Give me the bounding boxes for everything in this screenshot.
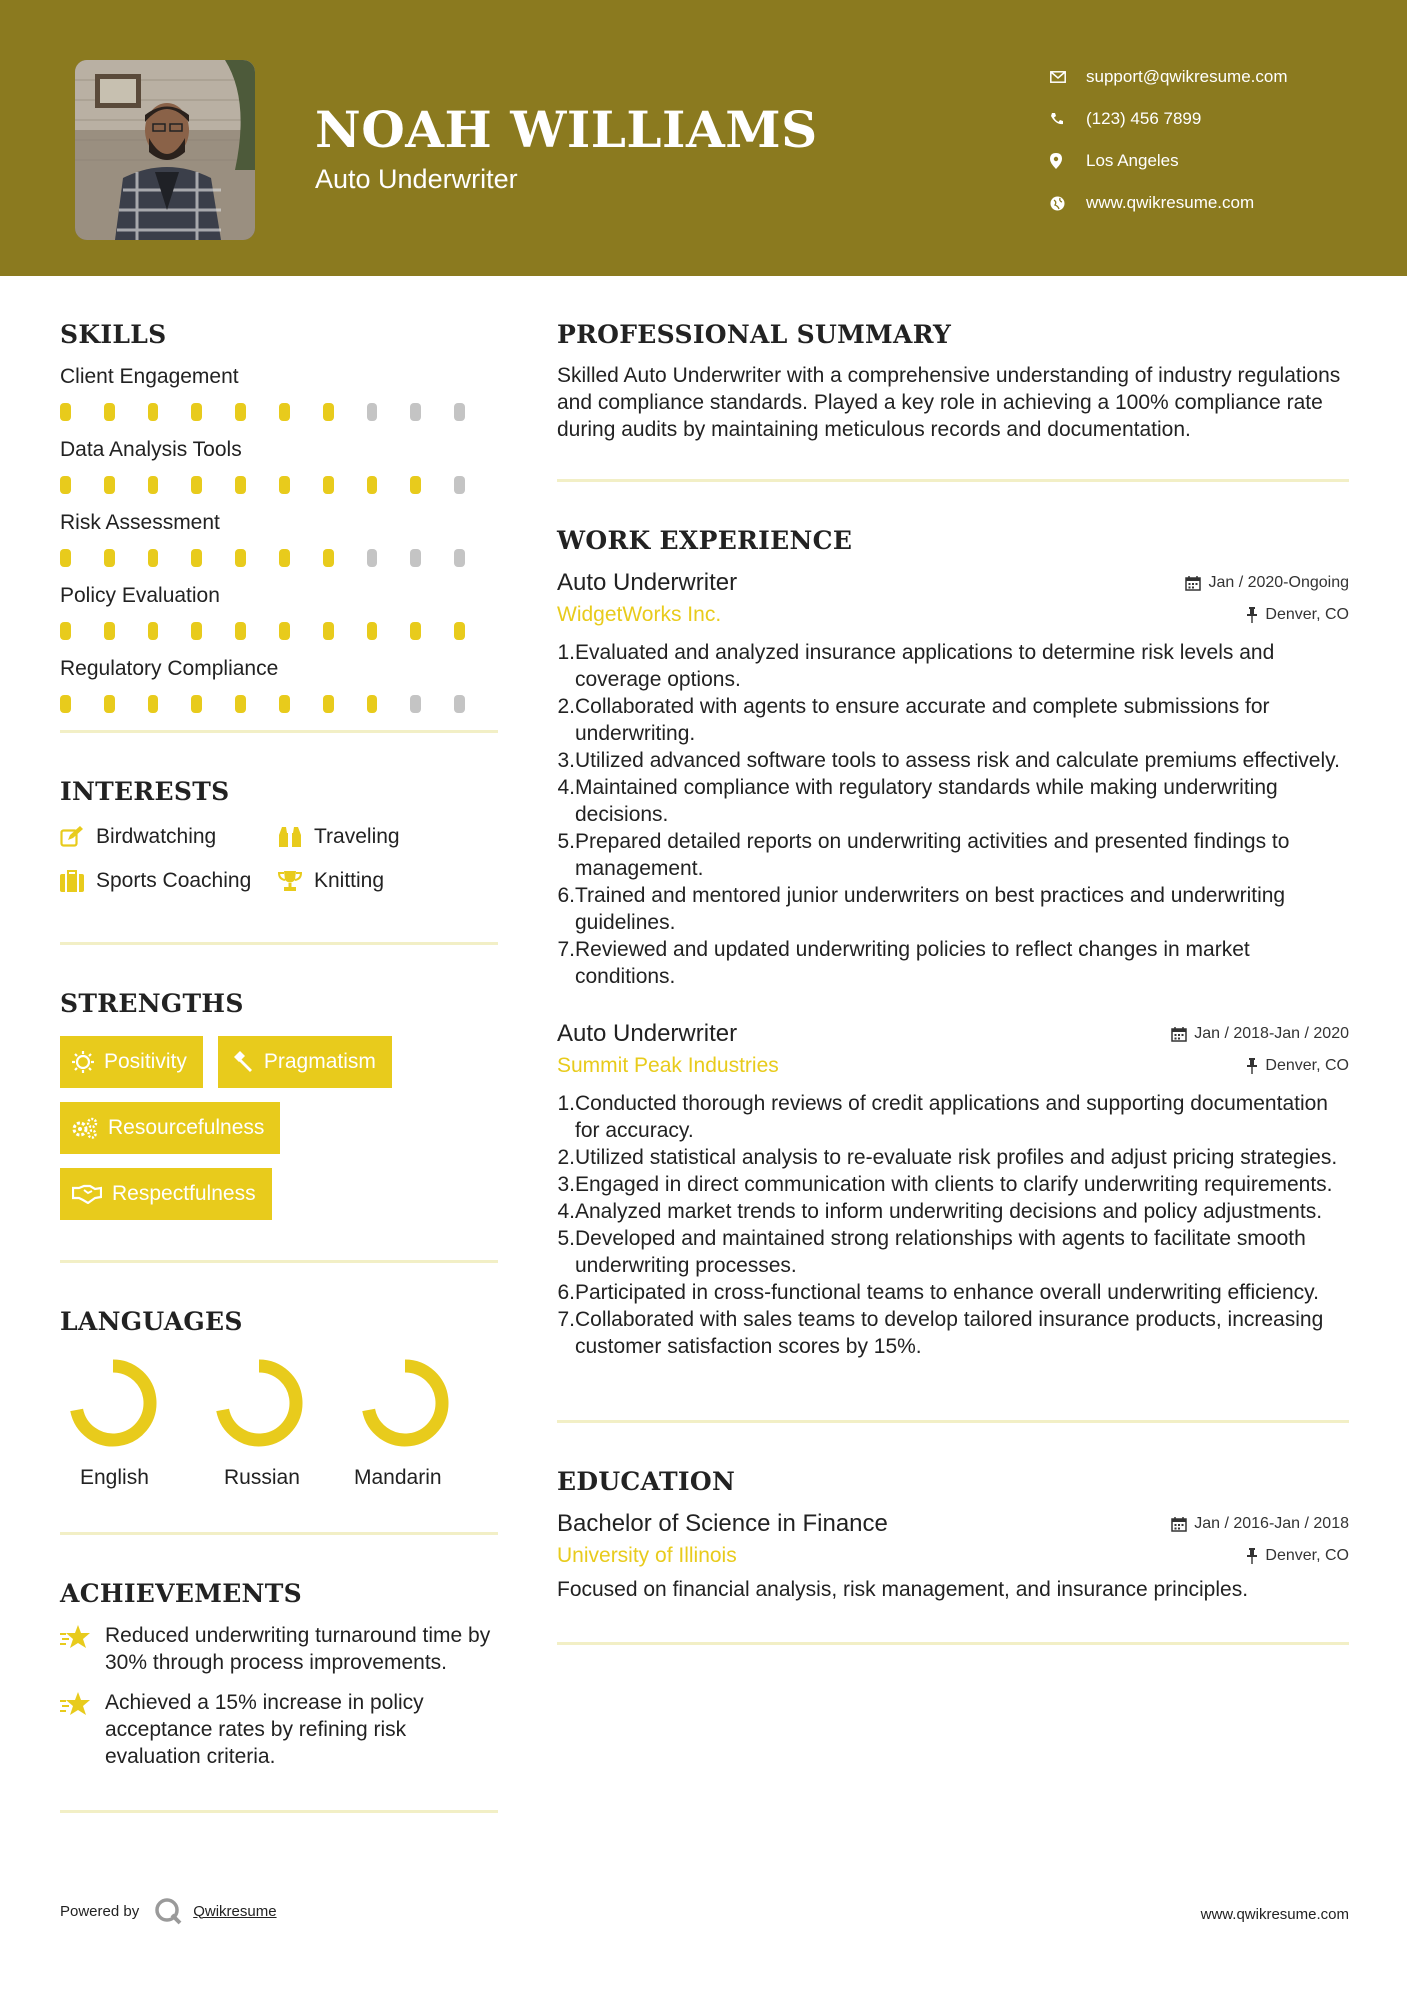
skill-name: Client Engagement (60, 365, 239, 388)
rating-dot-filled (148, 476, 159, 494)
rating-dot-filled (323, 695, 334, 713)
contact-email-text: support@qwikresume.com (1086, 67, 1288, 86)
language-level-arc (77, 1366, 150, 1440)
school-name: University of Illinois (557, 1544, 737, 1567)
rating-dot-empty (410, 549, 421, 567)
list-item: 3. Engaged in direct communication with clients to clarify underwriting requirements. (557, 1173, 1333, 1196)
rating-dot-filled (410, 622, 421, 640)
skill-item (60, 438, 498, 511)
strength-tag (60, 1168, 272, 1220)
rating-dot-filled (279, 549, 290, 567)
interest-item (278, 824, 498, 850)
list-item: 4. Maintained compliance with regulatory standards while making underwriting decisions. (557, 774, 1349, 828)
language-level-arc (369, 1366, 442, 1440)
skill-item (60, 365, 498, 438)
interest-item (278, 868, 498, 894)
company-name: Summit Peak Industries (557, 1054, 779, 1077)
rating-dot-filled (235, 476, 246, 494)
rating-dot-filled (367, 695, 378, 713)
job-header (557, 569, 1349, 597)
language-level-ring (214, 1358, 304, 1448)
job-responsibilities (557, 1090, 1349, 1360)
skill-rating (60, 695, 498, 717)
skill-item (60, 511, 498, 584)
list-item-text: Analyzed market trends to inform underwriting decisions and policy adjustments. (575, 1200, 1323, 1223)
education-location (1246, 1547, 1349, 1565)
strength-label: Positivity (104, 1050, 187, 1073)
job-dates-text: Jan / 2020-Ongoing (1208, 574, 1349, 591)
list-item-text: Conducted thorough reviews of credit applications and supporting documentation for accuracy. (575, 1092, 1328, 1142)
experience-title: WORK EXPERIENCE (557, 526, 853, 555)
rating-dot-filled (60, 622, 71, 640)
rating-dot-empty (367, 549, 378, 567)
section-divider (60, 1260, 498, 1263)
rating-dot-filled (104, 549, 115, 567)
skill-rating (60, 403, 498, 425)
list-item: 1. Conducted thorough reviews of credit applications and supporting documentation for accuracy. (557, 1090, 1349, 1144)
skill-rating (60, 622, 498, 644)
skills-title: SKILLS (60, 320, 167, 349)
rating-dot-empty (454, 476, 465, 494)
skill-item (60, 657, 498, 730)
section-divider (60, 730, 498, 733)
rating-dot-filled (323, 403, 334, 421)
star-icon (60, 1622, 105, 1676)
skill-item (60, 584, 498, 657)
rating-dot-filled (191, 403, 202, 421)
rating-dot-filled (323, 622, 334, 640)
language-label: English (80, 1466, 149, 1489)
education-description: Focused on financial analysis, risk management, and insurance principles. (557, 1578, 1249, 1601)
rating-dot-filled (235, 549, 246, 567)
rating-dot-filled (104, 622, 115, 640)
job-entry (557, 1020, 1349, 1360)
job-location-text: Denver, CO (1265, 1057, 1349, 1074)
briefcase-icon (60, 870, 96, 892)
language-label: Mandarin (354, 1466, 442, 1489)
job-header (557, 1020, 1349, 1048)
rating-dot-filled (279, 695, 290, 713)
skill-name: Policy Evaluation (60, 584, 220, 607)
list-item: 4. Analyzed market trends to inform underwriting decisions and policy adjustments. (557, 1200, 1323, 1223)
education-dates-text: Jan / 2016-Jan / 2018 (1194, 1515, 1349, 1532)
education-title: EDUCATION (557, 1467, 736, 1496)
rating-dot-filled (104, 695, 115, 713)
list-item-text: Collaborated with agents to ensure accurate and complete submissions for underwriting. (575, 695, 1270, 745)
rating-dot-filled (191, 695, 202, 713)
achievement-text: Achieved a 15% increase in policy acceptance rates by refining risk evaluation criteria. (105, 1691, 424, 1768)
education-subheader (557, 1544, 1349, 1568)
strengths-title: STRENGTHS (60, 989, 244, 1018)
section-divider (60, 942, 498, 945)
rating-dot-filled (367, 622, 378, 640)
strength-tag (218, 1036, 392, 1088)
contact-phone[interactable] (1050, 98, 1288, 140)
interest-label: Sports Coaching (96, 869, 252, 892)
section-divider (557, 1642, 1349, 1645)
rating-dot-filled (367, 476, 378, 494)
education-entry (557, 1510, 1349, 1602)
job-location (1246, 606, 1349, 624)
job-location (1246, 1057, 1349, 1075)
achievement-item (60, 1622, 498, 1676)
rating-dot-filled (279, 476, 290, 494)
job-title: Auto Underwriter (557, 1020, 738, 1047)
section-divider (557, 479, 1349, 482)
calendar-icon (1171, 1026, 1187, 1042)
achievement-item (60, 1689, 498, 1770)
phone-icon (1050, 112, 1086, 126)
list-item-text: Utilized statistical analysis to re-evaluate risk profiles and adjust pricing strategies. (575, 1146, 1338, 1169)
strength-label: Resourcefulness (108, 1116, 265, 1139)
job-location-text: Denver, CO (1265, 606, 1349, 623)
qwikresume-logo-icon (153, 1896, 183, 1926)
contact-location (1050, 140, 1288, 182)
strength-tag (60, 1036, 203, 1088)
resume-header (0, 0, 1407, 276)
contact-website-text: www.qwikresume.com (1086, 193, 1255, 212)
rating-dot-filled (191, 549, 202, 567)
degree-name: Bachelor of Science in Finance (557, 1510, 888, 1537)
strengths-list (60, 1036, 500, 1220)
rating-dot-empty (454, 403, 465, 421)
rating-dot-filled (279, 403, 290, 421)
rating-dot-filled (104, 403, 115, 421)
job-subheader (557, 1054, 1349, 1078)
right-column (557, 320, 1349, 1645)
strength-label: Respectfulness (112, 1182, 256, 1205)
languages-list (60, 1358, 498, 1490)
gavel-icon (230, 1051, 254, 1073)
list-item: 5. Prepared detailed reports on underwriting activities and presented findings to management. (557, 828, 1349, 882)
footer-credit (60, 1896, 277, 1926)
rating-dot-filled (410, 476, 421, 494)
sun-icon (72, 1051, 94, 1073)
binoculars-icon (278, 825, 314, 849)
contact-location-text: Los Angeles (1086, 151, 1179, 170)
rating-dot-empty (454, 695, 465, 713)
location-pin-icon (1050, 153, 1086, 169)
education-dates (1171, 1515, 1349, 1533)
skill-name: Risk Assessment (60, 511, 220, 534)
job-dates (1171, 1025, 1349, 1043)
pushpin-icon (1246, 1058, 1258, 1074)
rating-dot-filled (191, 476, 202, 494)
candidate-title: Auto Underwriter (315, 164, 518, 194)
contact-email[interactable] (1050, 56, 1288, 98)
interest-item (60, 824, 278, 850)
rating-dot-filled (454, 622, 465, 640)
skill-name: Regulatory Compliance (60, 657, 279, 680)
language-item (352, 1358, 498, 1490)
list-item: 5. Developed and maintained strong relationships with agents to facilitate smooth underwriting processes. (557, 1225, 1349, 1279)
interests-title: INTERESTS (60, 777, 230, 806)
section-divider (60, 1532, 498, 1535)
gears-icon (72, 1117, 98, 1139)
list-item: 2. Utilized statistical analysis to re-evaluate risk profiles and adjust pricing strategies. (557, 1146, 1338, 1169)
contact-website[interactable] (1050, 182, 1288, 224)
job-title: Auto Underwriter (557, 569, 738, 596)
rating-dot-filled (60, 403, 71, 421)
language-level-ring (68, 1358, 158, 1448)
achievements-title: ACHIEVEMENTS (60, 1579, 302, 1608)
rating-dot-filled (60, 549, 71, 567)
list-item-text: Engaged in direct communication with clients to clarify underwriting requirements. (575, 1173, 1333, 1196)
job-subheader (557, 603, 1349, 627)
list-item-text: Collaborated with sales teams to develop tailored insurance products, increasing customer satisfaction scores by 15%. (575, 1308, 1324, 1358)
rating-dot-filled (104, 476, 115, 494)
skill-rating (60, 549, 498, 571)
rating-dot-filled (148, 403, 159, 421)
globe-icon (1050, 196, 1086, 211)
summary-text: Skilled Auto Underwriter with a comprehensive understanding of industry regulations and compliance standards. Played a key role in achieving a 100% compliance rate during audits by maintaining meticulous records and documentation. (557, 364, 1341, 441)
list-item-text: Evaluated and analyzed insurance applications to determine risk levels and coverage options. (575, 641, 1275, 691)
list-item: 6. Participated in cross-functional teams to enhance overall underwriting efficiency. (557, 1281, 1319, 1304)
job-responsibilities (557, 639, 1349, 990)
rating-dot-filled (148, 549, 159, 567)
pushpin-icon (1246, 607, 1258, 623)
list-item-text: Utilized advanced software tools to assess risk and calculate premiums effectively. (575, 749, 1340, 772)
list-item-text: Trained and mentored junior underwriters on best practices and underwriting guidelines. (575, 884, 1286, 934)
pushpin-icon (1246, 1548, 1258, 1564)
list-item: 2. Collaborated with agents to ensure accurate and complete submissions for underwriting. (557, 693, 1349, 747)
language-level-arc (223, 1366, 296, 1440)
list-item: 7. Reviewed and updated underwriting policies to reflect changes in market conditions. (557, 936, 1349, 990)
list-item: 7. Collaborated with sales teams to develop tailored insurance products, increasing customer satisfaction scores by 15%. (557, 1306, 1349, 1360)
list-item: 3. Utilized advanced software tools to assess risk and calculate premiums effectively. (557, 749, 1340, 772)
section-divider (60, 1810, 498, 1813)
strength-label: Pragmatism (263, 1050, 376, 1073)
job-entry (557, 569, 1349, 990)
rating-dot-filled (323, 476, 334, 494)
left-column (60, 320, 498, 1813)
edit-icon (60, 826, 96, 848)
rating-dot-empty (367, 403, 378, 421)
job-dates (1185, 574, 1349, 592)
language-label: Russian (224, 1466, 300, 1489)
company-name: WidgetWorks Inc. (557, 603, 722, 626)
education-header (557, 1510, 1349, 1538)
interests-list (60, 824, 498, 894)
section-divider (557, 1420, 1349, 1423)
profile-photo (75, 60, 255, 240)
achievement-text: Reduced underwriting turnaround time by 30% through process improvements. (105, 1624, 491, 1674)
skill-rating (60, 476, 498, 498)
skills-list (60, 365, 498, 730)
rating-dot-empty (454, 549, 465, 567)
list-item-text: Maintained compliance with regulatory standards while making underwriting decisions. (575, 776, 1278, 826)
rating-dot-filled (148, 695, 159, 713)
envelope-icon (1050, 71, 1086, 83)
rating-dot-empty (410, 695, 421, 713)
language-level-ring (360, 1358, 450, 1448)
education-location-text: Denver, CO (1265, 1547, 1349, 1564)
job-dates-text: Jan / 2018-Jan / 2020 (1194, 1025, 1349, 1042)
list-item-text: Reviewed and updated underwriting policies to reflect changes in market conditions. (575, 938, 1250, 988)
skill-name: Data Analysis Tools (60, 438, 242, 461)
list-item-text: Prepared detailed reports on underwriting activities and presented findings to management. (575, 830, 1290, 880)
rating-dot-filled (191, 622, 202, 640)
list-item: 1. Evaluated and analyzed insurance applications to determine risk levels and coverage options. (557, 639, 1349, 693)
footer-website[interactable]: www.qwikresume.com (1200, 1906, 1349, 1923)
trophy-icon (278, 870, 314, 892)
rating-dot-filled (279, 622, 290, 640)
contact-list (1050, 56, 1288, 224)
star-icon (60, 1689, 105, 1770)
rating-dot-filled (235, 695, 246, 713)
interest-label: Traveling (314, 825, 400, 848)
contact-phone-text: (123) 456 7899 (1086, 109, 1202, 128)
rating-dot-filled (323, 549, 334, 567)
rating-dot-filled (235, 622, 246, 640)
rating-dot-filled (148, 622, 159, 640)
handshake-icon (72, 1184, 102, 1204)
interest-item (60, 868, 278, 894)
rating-dot-empty (410, 403, 421, 421)
list-item-text: Developed and maintained strong relationships with agents to facilitate smooth underwriting processes. (575, 1227, 1306, 1277)
interest-label: Birdwatching (96, 825, 217, 848)
rating-dot-filled (235, 403, 246, 421)
list-item: 6. Trained and mentored junior underwriters on best practices and underwriting guidelines. (557, 882, 1349, 936)
powered-by-text: Powered by (60, 1902, 140, 1920)
languages-title: LANGUAGES (60, 1307, 243, 1336)
rating-dot-filled (60, 695, 71, 713)
interest-label: Knitting (314, 869, 385, 892)
calendar-icon (1185, 575, 1201, 591)
brand-link[interactable]: Qwikresume (193, 1902, 277, 1920)
summary-title: PROFESSIONAL SUMMARY (557, 320, 952, 349)
strength-tag (60, 1102, 280, 1154)
achievements-list (60, 1622, 498, 1770)
calendar-icon (1171, 1516, 1187, 1532)
rating-dot-filled (60, 476, 71, 494)
candidate-name: NOAH WILLIAMS (315, 100, 818, 159)
list-item-text: Participated in cross-functional teams to enhance overall underwriting efficiency. (575, 1281, 1319, 1304)
language-item (60, 1358, 206, 1490)
language-item (206, 1358, 352, 1490)
